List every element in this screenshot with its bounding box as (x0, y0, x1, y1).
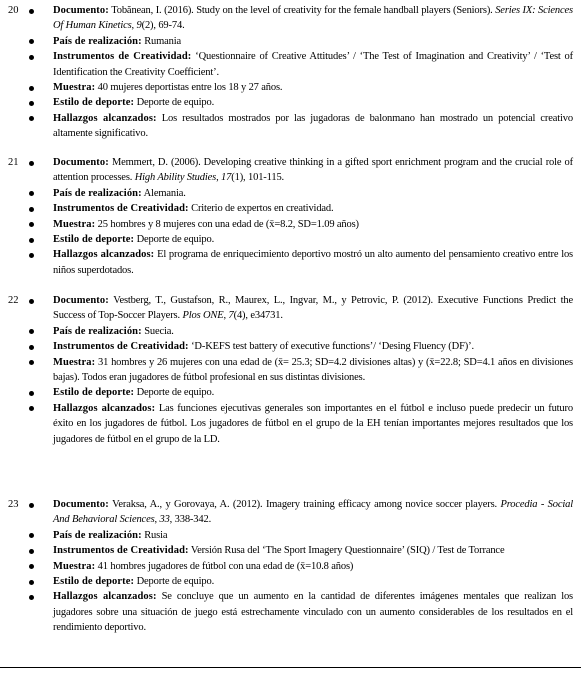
bullet-icon (29, 238, 34, 243)
text-run: Deporte de equipo. (134, 234, 215, 246)
item-text (95, 561, 353, 572)
item-label: Muestra: (53, 560, 96, 572)
bullet-icon (29, 9, 34, 14)
bullet-icon (29, 86, 34, 91)
item-text (189, 341, 474, 352)
item-label: Documento: (53, 157, 109, 168)
item-text (189, 545, 505, 556)
text-run: Deporte de equipo. (134, 97, 215, 109)
bullet-icon (29, 39, 34, 44)
item-label: Hallazgos alcanzados: (53, 112, 157, 124)
item-text (134, 234, 214, 245)
item-label: País de realización: (53, 325, 142, 337)
text-run: Suecia. (141, 325, 174, 337)
text-run: Deporte de equipo. (134, 576, 215, 588)
item-text (95, 82, 282, 93)
item-estilo (29, 385, 573, 400)
item-label: Muestra: (53, 218, 96, 230)
item-text (53, 5, 573, 31)
bullet-icon (29, 595, 34, 600)
bullet-icon (29, 391, 34, 396)
item-documento (29, 497, 573, 528)
text-run: Alemania. (141, 187, 186, 199)
bullet-icon (29, 299, 34, 304)
item-estilo (29, 95, 573, 110)
text-run: 41 hombres jugadores de fútbol con una edad de (x̄=10.8 años) (95, 560, 354, 572)
item-text (189, 203, 334, 214)
item-label: Instrumentos de Creatividad: (53, 51, 192, 63)
item-text (142, 36, 181, 47)
item-pais (29, 34, 573, 49)
item-text (142, 530, 168, 541)
item-label: País de realización: (53, 529, 142, 541)
item-text (53, 295, 573, 321)
item-label: Estilo de deporte: (53, 97, 135, 109)
item-label: Muestra: (53, 356, 96, 368)
text-run: , 338-342. (169, 514, 212, 526)
item-text (134, 97, 214, 108)
item-instrumentos (29, 201, 573, 216)
item-pais (29, 528, 573, 543)
italic-run: High Ability Studies (134, 172, 217, 184)
item-label: Instrumentos de Creatividad: (53, 203, 189, 215)
bullet-icon (29, 222, 34, 227)
text-run: Las funciones ejecutivas generales son importantes en el fútbol e incluso puede predecir un futuro éxito en los jugadores de fútbol. Los jugadores de fútbol en el grupo de la EH tenían importantes mejores resultados que los jugadores de fútbol en el grupo de la LD. (53, 402, 573, 445)
italic-run: 17 (221, 172, 232, 184)
text-run: Vestberg, T., Gustafson, R., Maurex, L., Ingvar, M., y Petrovic, P. (2012). Executive Functions Predict the Success of Top-Soccer Players. (53, 295, 573, 322)
italic-run: Procedia - Social And Behavioral Sciences (53, 499, 573, 526)
item-text (53, 157, 573, 183)
text-run: Versión Rusa del ‘The Sport Imagery Questionnaire’ (SIQ) / Test de Torrance (188, 545, 505, 557)
italic-run: 9 (136, 20, 142, 32)
item-label: Documento: (53, 295, 109, 306)
text-run: Veraksa, A., y Gorovaya, A. (2012). Imagery training efficacy among novice soccer players. (108, 499, 501, 510)
item-instrumentos (29, 49, 573, 80)
item-hallazgos (29, 111, 573, 142)
italic-run: 33 (159, 514, 170, 526)
table-bottom-rule (0, 667, 581, 668)
bullet-icon (29, 564, 34, 569)
text-run: ‘Questionnaire of Creative Attitudes’ / ‘The Test of Imagination and Creativity’ / ‘Test of Identification the Creativity Coefficient’. (53, 51, 573, 78)
item-text (134, 387, 214, 398)
bullet-icon (29, 253, 34, 258)
item-documento (29, 293, 573, 324)
text-run: Rumania (141, 35, 182, 47)
item-label: Instrumentos de Creatividad: (53, 341, 189, 353)
italic-run: Series IX: Sciences Of Human Kinetics (53, 5, 573, 32)
text-run: , (154, 514, 160, 526)
entry-number: 22 (8, 295, 19, 306)
text-run: Criterio de expertos en creatividad. (188, 203, 334, 215)
item-pais (29, 324, 573, 339)
bullet-icon (29, 580, 34, 585)
item-text (142, 326, 174, 337)
entry-items (29, 3, 573, 142)
item-muestra (29, 559, 573, 574)
item-hallazgos (29, 589, 573, 635)
text-run: 31 hombres y 26 mujeres con una edad de (x̄= 25.3; SD=4.2 divisiones altas) y (x̄=22.8; SD=4.1 años en divisiones bajas). Todos eran jugadores de fútbol profesional en sus distintas divisiones. (53, 356, 573, 384)
bullet-icon (29, 191, 34, 196)
item-label: Instrumentos de Creatividad: (53, 545, 189, 557)
entry-items (29, 155, 573, 278)
item-label: Muestra: (53, 82, 96, 94)
item-instrumentos (29, 543, 573, 558)
item-text (134, 576, 214, 587)
item-label: Documento: (53, 499, 109, 510)
entry-number: 20 (8, 5, 19, 16)
text-run: Deporte de equipo. (134, 387, 215, 399)
item-muestra (29, 80, 573, 95)
text-run: 25 hombres y 8 mujeres con una edad de (x̄=8.2, SD=1.09 años) (95, 218, 359, 230)
item-label: Hallazgos alcanzados: (53, 402, 156, 414)
item-label: Estilo de deporte: (53, 387, 135, 399)
bullet-icon (29, 360, 34, 365)
bullet-icon (29, 207, 34, 212)
bullet-icon (29, 116, 34, 121)
text-run: , (131, 20, 137, 32)
item-text (53, 357, 573, 383)
bullet-icon (29, 101, 34, 106)
item-label: Estilo de deporte: (53, 234, 135, 246)
text-run: Tobănean, I. (2016). Study on the level of creativity for the female handball players (Seniors). (108, 5, 496, 16)
item-label: Estilo de deporte: (53, 576, 135, 588)
item-estilo (29, 574, 573, 589)
bullet-icon (29, 533, 34, 538)
item-estilo (29, 232, 573, 247)
item-documento (29, 3, 573, 34)
item-label: Hallazgos alcanzados: (53, 249, 155, 261)
text-run: ‘D-KEFS test battery of executive functions’/ ‘Desing Fluency (DF)’. (188, 341, 474, 353)
item-instrumentos (29, 339, 573, 354)
text-run: Rusia (141, 529, 168, 541)
item-muestra (29, 217, 573, 232)
text-run: Memmert, D. (2006). Developing creative thinking in a gifted sport enrichment program and the crucial role of attention processes. (53, 157, 573, 184)
entry-number: 21 (8, 157, 19, 168)
item-text (53, 499, 573, 525)
text-run: , (216, 172, 222, 184)
item-text (95, 219, 359, 230)
item-muestra (29, 355, 573, 386)
bullet-icon (29, 345, 34, 350)
bullet-icon (29, 406, 34, 411)
bullet-icon (29, 329, 34, 334)
item-label: Documento: (53, 5, 109, 16)
text-run: (4), e34731. (233, 310, 283, 322)
text-run: , (223, 310, 229, 322)
entry-number: 23 (8, 499, 19, 510)
text-run: 40 mujeres deportistas entre los 18 y 27 años. (95, 82, 283, 94)
entry-items (29, 293, 573, 447)
bullet-icon (29, 549, 34, 554)
item-label: Hallazgos alcanzados: (53, 591, 157, 603)
bullet-icon (29, 503, 34, 508)
text-run: El programa de enriquecimiento deportivo mostró un alto aumento del pensamiento creativo entre los niños superdotados. (53, 249, 573, 276)
text-run: (1), 101-115. (231, 172, 285, 184)
text-run: Se concluye que un aumento en la cantidad de diferentes imágenes mentales que realizan los jugadores sobre una situación de juego está estrechamente vinculado con un aumento considerables de los resultados en el rendimiento deportivo. (53, 591, 573, 634)
item-text (142, 188, 186, 199)
italic-run: 7 (228, 310, 234, 322)
bullet-icon (29, 161, 34, 166)
item-label: País de realización: (53, 187, 142, 199)
text-run: Los resultados mostrados por las jugadoras de balonmano han mostrado un potencial creativo altamente significativo. (53, 112, 573, 140)
item-pais (29, 186, 573, 201)
item-documento (29, 155, 573, 186)
italic-run: Plos ONE (182, 310, 224, 322)
bullet-icon (29, 55, 34, 60)
entry-items (29, 497, 573, 636)
item-label: País de realización: (53, 35, 142, 47)
text-run: (2), 69-74. (141, 20, 185, 32)
item-hallazgos (29, 247, 573, 278)
item-hallazgos (29, 401, 573, 447)
